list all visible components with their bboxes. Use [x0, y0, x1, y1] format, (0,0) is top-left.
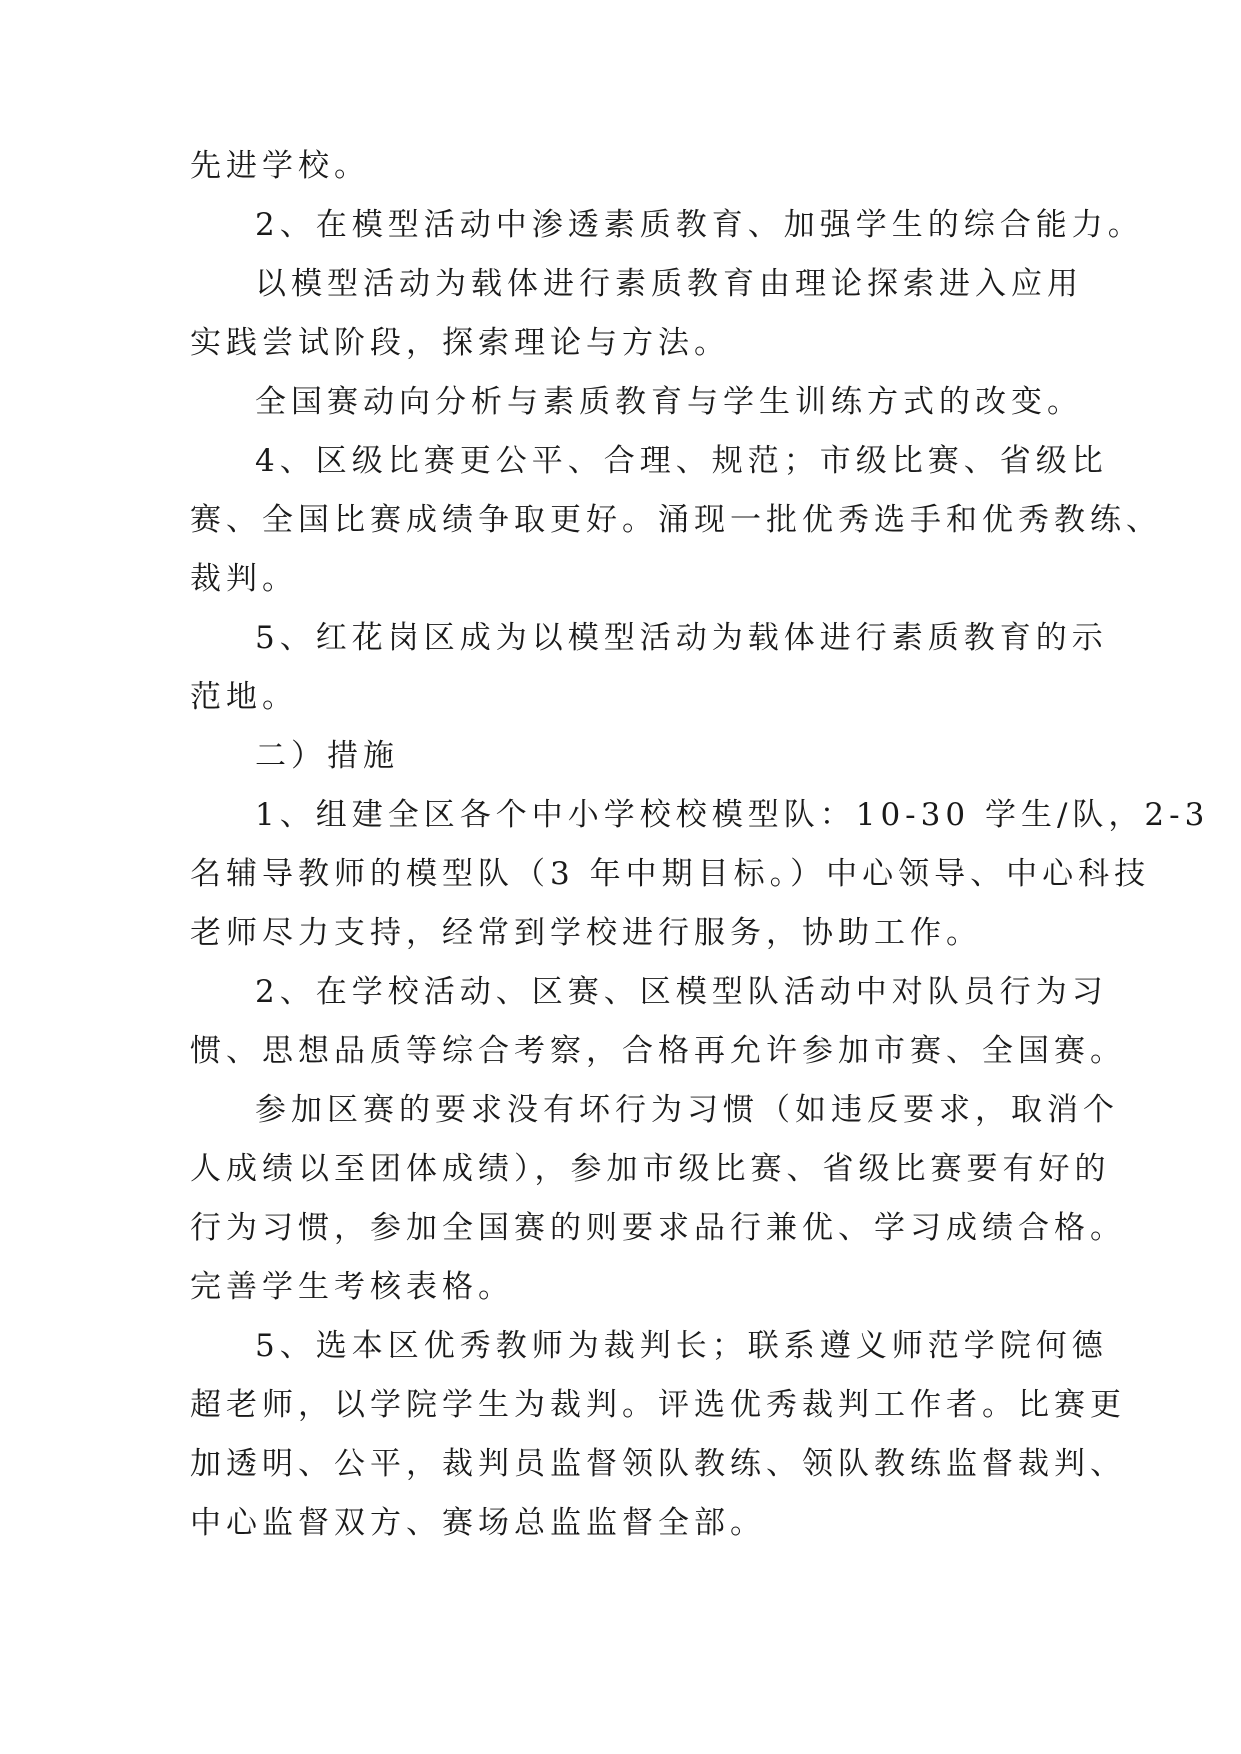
text-line: 完善学生考核表格。 — [190, 1269, 514, 1305]
text-line: 2、在模型活动中渗透素质教育、加强学生的综合能力。 — [255, 207, 1144, 243]
text-line: 超老师，以学院学生为裁判。评选优秀裁判工作者。比赛更 — [190, 1387, 1126, 1423]
text-line: 人成绩以至团体成绩），参加市级比赛、省级比赛要有好的 — [190, 1151, 1111, 1187]
section-heading: 二）措施 — [255, 738, 399, 774]
text-line: 裁判。 — [190, 561, 298, 597]
text-line: 加透明、公平，裁判员监督领队教练、领队教练监督裁判、 — [190, 1446, 1126, 1482]
text-line: 惯、思想品质等综合考察，合格再允许参加市赛、全国赛。 — [190, 1033, 1126, 1069]
text-line: 2、在学校活动、区赛、区模型队活动中对队员行为习 — [255, 974, 1108, 1010]
text-line: 名辅导教师的模型队（3 年中期目标。）中心领导、中心科技 — [190, 856, 1151, 892]
text-line: 以模型活动为载体进行素质教育由理论探索进入应用 — [255, 266, 1083, 302]
text-line: 实践尝试阶段，探索理论与方法。 — [190, 325, 730, 361]
text-line: 5、选本区优秀教师为裁判长；联系遵义师范学院何德 — [255, 1328, 1108, 1364]
text-line: 4、区级比赛更公平、合理、规范；市级比赛、省级比 — [255, 443, 1108, 479]
text-line: 5、红花岗区成为以模型活动为载体进行素质教育的示 — [255, 620, 1108, 656]
text-line: 范地。 — [190, 679, 298, 715]
text-line: 先进学校。 — [190, 148, 370, 184]
text-line: 参加区赛的要求没有坏行为习惯（如违反要求，取消个 — [255, 1092, 1119, 1128]
text-line: 赛、全国比赛成绩争取更好。涌现一批优秀选手和优秀教练、 — [190, 502, 1162, 538]
text-line: 行为习惯，参加全国赛的则要求品行兼优、学习成绩合格。 — [190, 1210, 1126, 1246]
text-line: 1、组建全区各个中小学校校模型队：10-30 学生/队，2-3 — [255, 797, 1210, 833]
text-line: 老师尽力支持，经常到学校进行服务，协助工作。 — [190, 915, 982, 951]
text-line: 全国赛动向分析与素质教育与学生训练方式的改变。 — [255, 384, 1083, 420]
text-line: 中心监督双方、赛场总监监督全部。 — [190, 1505, 766, 1541]
